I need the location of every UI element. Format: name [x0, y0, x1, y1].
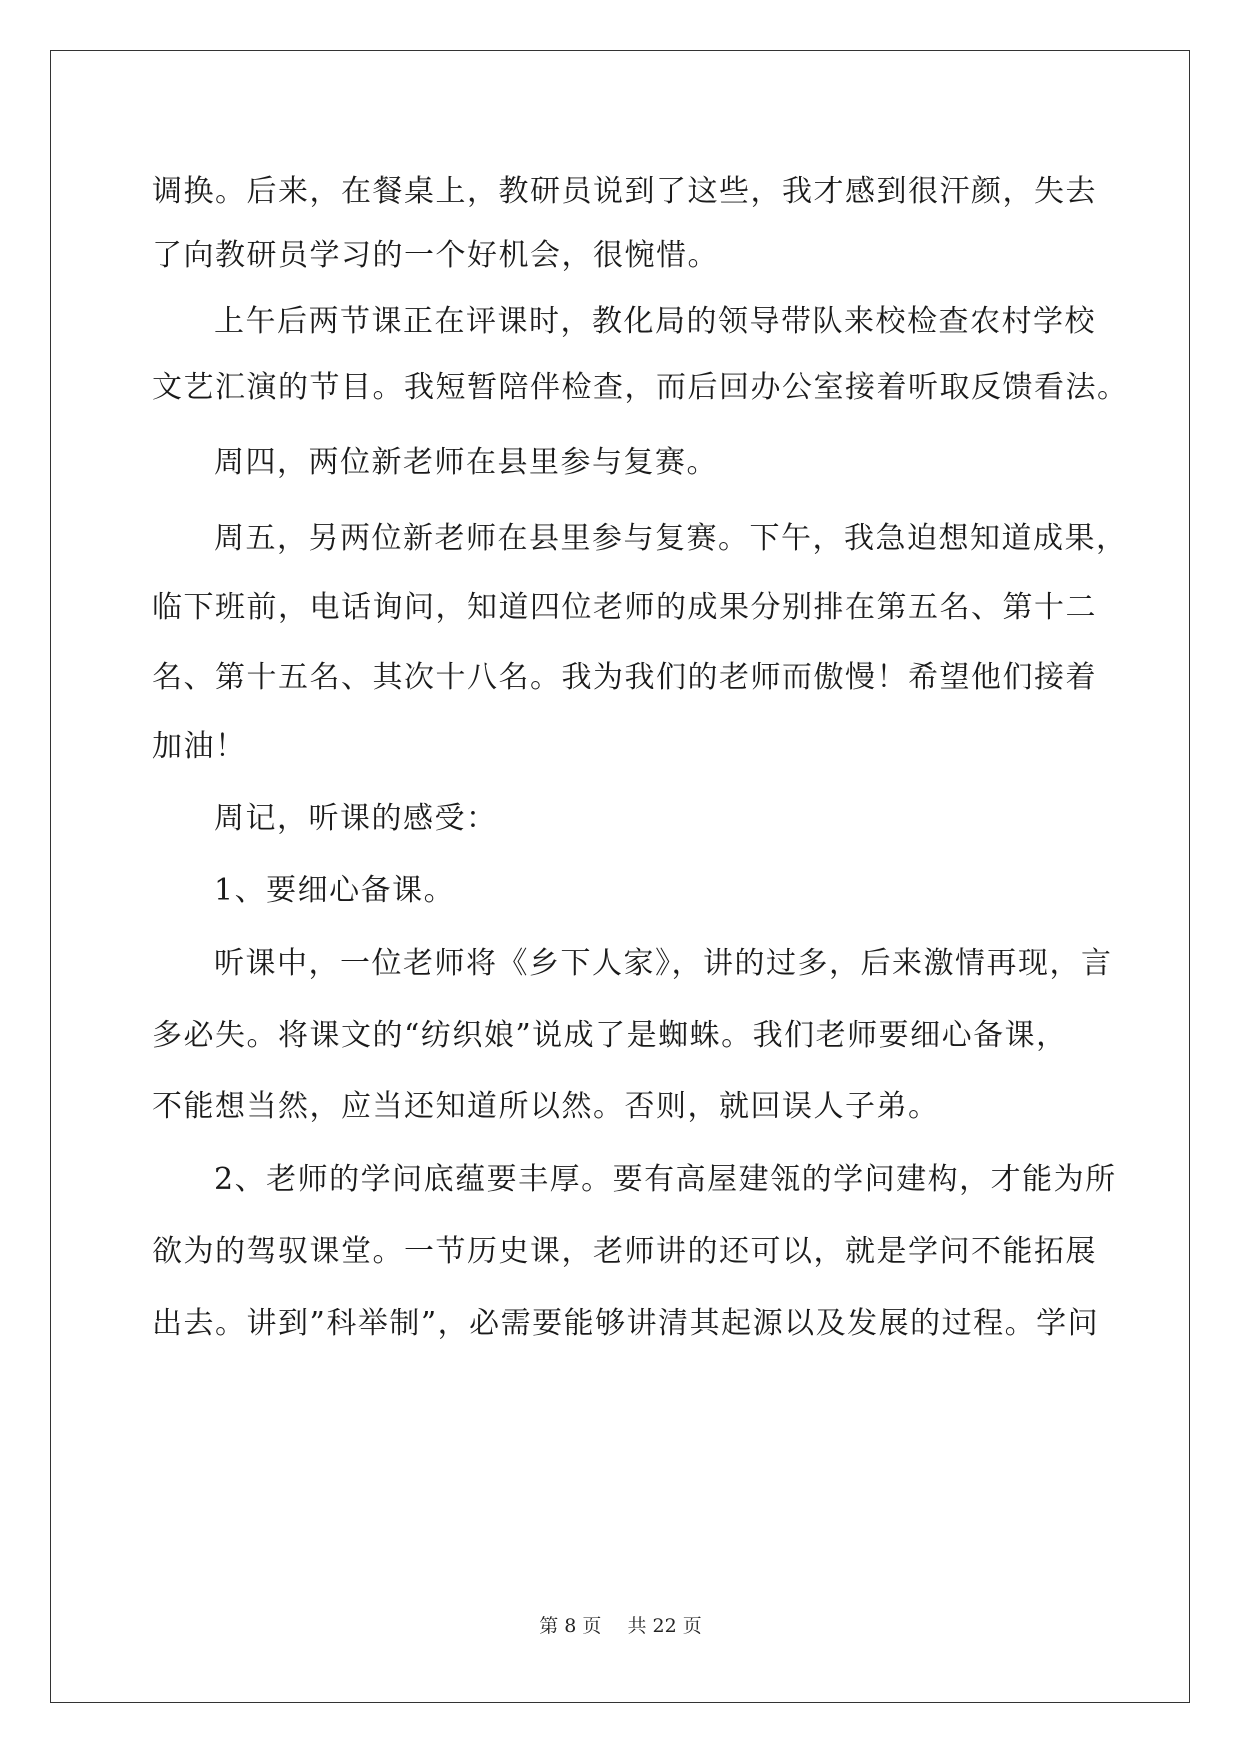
paragraph-line: 出去。讲到”科举制”，必需要能够讲清其起源以及发展的过程。学问 — [152, 1306, 1100, 1341]
paragraph-line: 周四，两位新老师在县里参与复赛。 — [214, 445, 718, 480]
paragraph-line: 听课中，一位老师将《乡下人家》，讲的过多，后来激情再现，言 — [214, 946, 1113, 981]
paragraph-line: 了向教研员学习的一个好机会，很惋惜。 — [152, 238, 719, 273]
paragraph-line: 临下班前，电话询问，知道四位老师的成果分别排在第五名、第十二 — [152, 590, 1097, 625]
paragraph-line: 多必失。将课文的“纺织娘”说成了是蜘蛛。我们老师要细心备课， — [152, 1018, 1068, 1053]
paragraph-line: 加油！ — [152, 729, 247, 764]
page-footer — [0, 1614, 1241, 1638]
page-total: 共 22 页 — [627, 1615, 702, 1637]
paragraph-line: 周记，听课的感受： — [214, 801, 498, 836]
paragraph-line: 欲为的驾驭课堂。一节历史课，老师讲的还可以，就是学问不能拓展 — [152, 1234, 1097, 1269]
page-number: 第 8 页 — [539, 1615, 602, 1637]
paragraph-line: 周五，另两位新老师在县里参与复赛。下午，我急迫想知道成果， — [214, 521, 1128, 556]
paragraph-line: 上午后两节课正在评课时，教化局的领导带队来校检查农村学校 — [214, 304, 1096, 339]
paragraph-line: 1、要细心备课。 — [214, 873, 456, 908]
paragraph-line: 不能想当然，应当还知道所以然。否则，就回误人子弟。 — [152, 1089, 940, 1124]
paragraph-line: 名、第十五名、其次十八名。我为我们的老师而傲慢！希望他们接着 — [152, 660, 1097, 695]
paragraph-line: 调换。后来，在餐桌上，教研员说到了这些，我才感到很汗颜，失去 — [152, 174, 1097, 209]
paragraph-line: 2、老师的学问底蕴要丰厚。要有高屋建瓴的学问建构，才能为所 — [214, 1162, 1117, 1197]
paragraph-line: 文艺汇演的节目。我短暂陪伴检查，而后回办公室接着听取反馈看法。 — [152, 370, 1129, 405]
